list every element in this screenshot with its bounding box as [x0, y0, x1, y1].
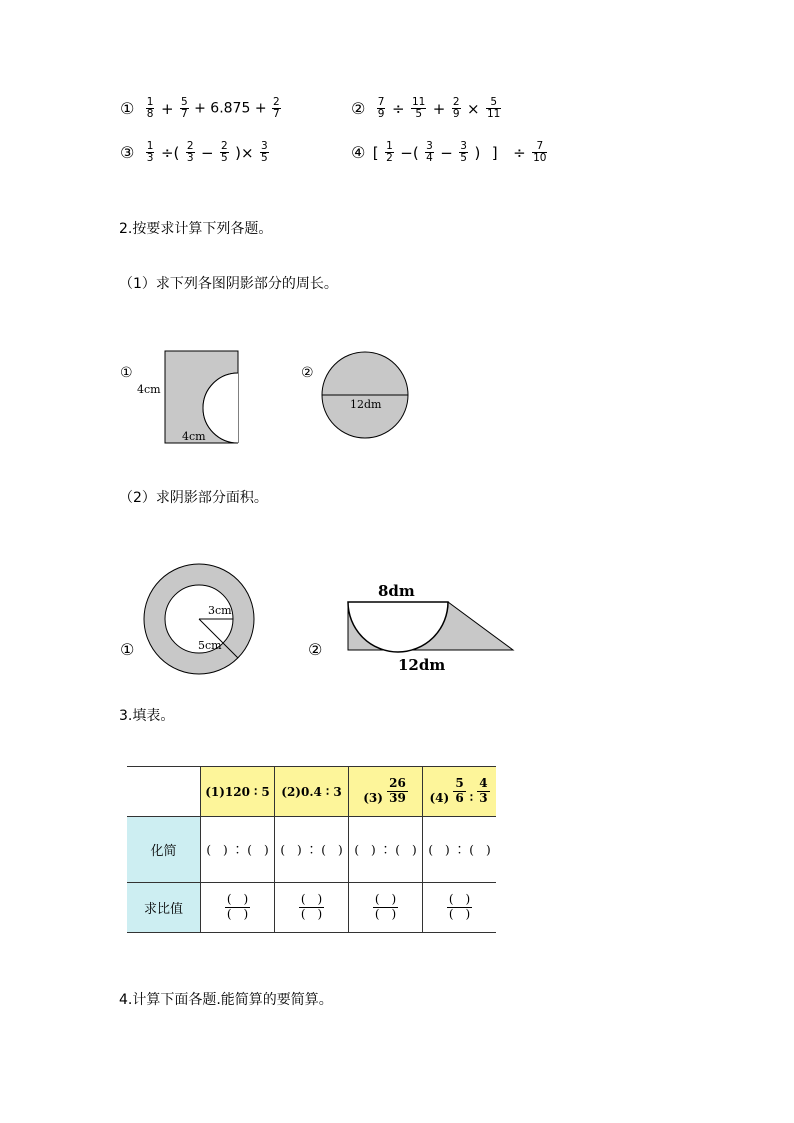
ratio-cell-1[interactable]: ( ) ( )	[201, 883, 275, 933]
figure-2-mark: ②	[301, 365, 314, 381]
figure-1-mark: ①	[120, 365, 133, 381]
section-3-title: 3.填表。	[119, 708, 175, 724]
problem-3: ③ $\frac{1}{3}$ ÷( $\frac{2}{3}$ − $\frac{2}{5}$ )× $\frac{3}{5}$	[120, 140, 268, 165]
fill-table	[127, 766, 496, 933]
figure-1-bottom-label: 4cm	[182, 430, 206, 443]
fraction: $\frac{3}{4}$	[426, 140, 433, 165]
figure-3-mark: ①	[120, 640, 135, 659]
figure-3-inner-label: 3cm	[208, 604, 232, 617]
figure-2-circle	[318, 348, 412, 442]
figure-4-mark: ②	[308, 640, 323, 659]
fraction: $\frac{3}{5}$	[460, 140, 467, 165]
table-header-4: (4) $\frac{5}{6}$ ∶ $\frac{4}{3}$	[423, 767, 497, 817]
problem-2-mark: ②	[351, 99, 366, 119]
section-2-sub2: （2）求阴影部分面积。	[119, 490, 268, 506]
figure-1-side-label: 4cm	[137, 383, 161, 396]
figure-4-top-label: 8dm	[378, 582, 415, 600]
table-header-2: (2)0.4 ∶ 3	[275, 767, 349, 817]
figure-3-outer-label: 5cm	[198, 639, 222, 652]
problem-1-mark: ①	[120, 99, 135, 119]
row-label-simplify: 化简	[127, 817, 201, 883]
problem-3-mark: ③	[120, 143, 135, 163]
fraction: $\frac{3}{5}$	[261, 140, 268, 165]
simplify-cell-2[interactable]: ( ) ∶ ( )	[275, 817, 349, 883]
problem-1: ① $\frac{1}{8}$ + $\frac{5}{7}$ + 6.875 + $\frac{2}{7}$	[120, 96, 280, 121]
fraction: $\frac{11}{5}$	[411, 96, 426, 121]
fraction: $\frac{1}{8}$	[146, 96, 154, 121]
ratio-cell-4[interactable]: ( ) ( )	[423, 883, 497, 933]
fraction: $\frac{5}{11}$	[487, 96, 501, 121]
problem-4: ④ [ $\frac{1}{2}$ −( $\frac{3}{4}$ − $\frac{3}{5}$ ) ] ÷ $\frac{7}{10}$	[351, 140, 547, 165]
fraction: $\frac{2}{3}$	[186, 140, 194, 165]
fraction: $\frac{2}{7}$	[273, 96, 280, 121]
fraction: $\frac{2}{9}$	[452, 96, 460, 121]
figure-3-ring	[138, 562, 260, 676]
fraction: $\frac{5}{7}$	[180, 96, 188, 121]
problem-4-mark: ④	[351, 143, 366, 163]
problem-2: ② $\frac{7}{9}$ ÷ $\frac{11}{5}$ + $\frac{2}{9}$ × $\frac{5}{11}$	[351, 96, 501, 121]
section-2-title: 2.按要求计算下列各题。	[119, 221, 273, 237]
ratio-cell-2[interactable]: ( ) ( )	[275, 883, 349, 933]
figure-2-label: 12dm	[350, 398, 382, 411]
figure-4-trapezoid	[328, 576, 518, 678]
fraction: $\frac{1}{2}$	[386, 140, 393, 165]
fraction: $\frac{7}{10}$	[533, 140, 547, 165]
section-4-title: 4.计算下面各题.能简算的要简算。	[119, 992, 333, 1008]
ratio-cell-3[interactable]: ( ) ( )	[349, 883, 423, 933]
table-header-1: (1)120 ∶ 5	[201, 767, 275, 817]
figure-4-bottom-label: 12dm	[398, 656, 446, 674]
table-corner	[127, 767, 201, 817]
simplify-cell-3[interactable]: ( ) ∶ ( )	[349, 817, 423, 883]
fraction: $\frac{7}{9}$	[377, 96, 385, 121]
table-header-3: (3) $\frac{26}{39}$	[349, 767, 423, 817]
fraction: $\frac{2}{5}$	[220, 140, 228, 165]
fraction: $\frac{1}{3}$	[146, 140, 154, 165]
simplify-cell-1[interactable]: ( ) ∶ ( )	[201, 817, 275, 883]
simplify-cell-4[interactable]: ( ) ∶ ( )	[423, 817, 497, 883]
problem-1-mid: + 6.875 +	[194, 100, 267, 117]
row-label-ratio: 求比值	[127, 883, 201, 933]
figure-1-square-semicircle	[130, 348, 270, 448]
section-2-sub1: （1）求下列各图阴影部分的周长。	[119, 276, 338, 292]
